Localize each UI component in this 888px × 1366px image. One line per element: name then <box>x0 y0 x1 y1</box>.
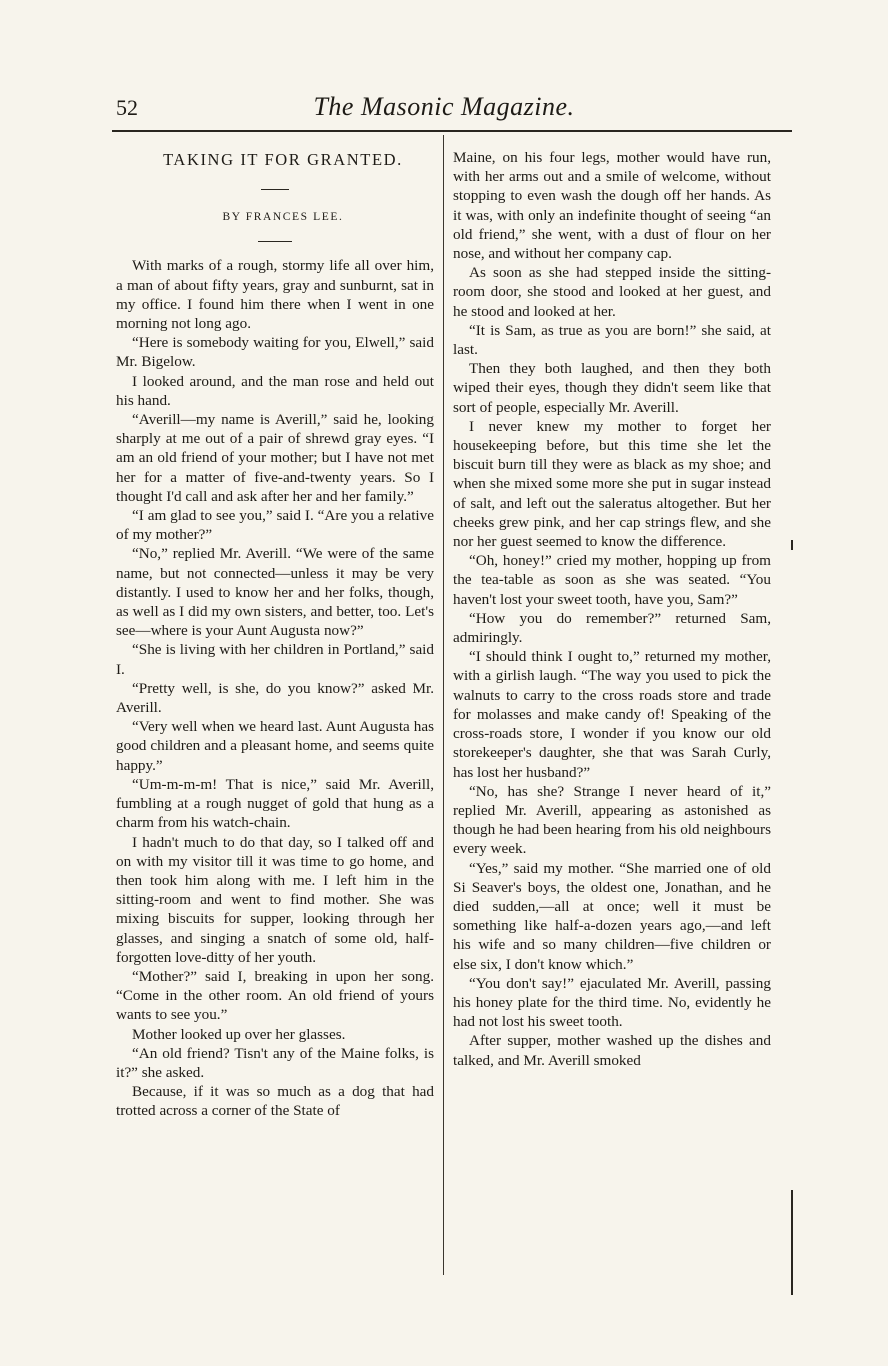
margin-mark <box>791 540 793 550</box>
margin-mark <box>791 1190 793 1295</box>
running-head: The Masonic Magazine. <box>313 92 575 121</box>
paragraph: “It is Sam, as true as you are born!” she said, at last. <box>453 321 771 359</box>
paragraph: “Averill—my name is Averill,” said he, looking sharply at me out of a pair of shrewd gray eyes. “I am an old friend of your mother; but I have not met her for a matter of five-and-twenty years. So I thought I'd call and ask after her and her family.” <box>116 411 434 505</box>
paragraph: “Um-m-m-m! That is nice,” said Mr. Averill, fumbling at a rough nugget of gold that hung as a charm from his watch-chain. <box>116 775 434 832</box>
right-column <box>453 148 771 1070</box>
paragraph: “Here is somebody waiting for you, Elwell,” said Mr. Bigelow. <box>116 334 434 371</box>
paragraph: I never knew my mother to forget her housekeeping before, but this time she let the biscuit burn till they were as black as my shoe; and when she mixed some more she put in sugar instead of salt, and left out the saleratus altogether. But her cheeks grew pink, and her cap strings flew, and she nor her guest seemed to know the difference. <box>453 417 771 551</box>
paragraph: After supper, mother washed up the dishes and talked, and Mr. Averill smoked <box>453 1032 771 1069</box>
title-rule <box>261 189 289 190</box>
paragraph: “No,” replied Mr. Averill. “We were of the same name, but not connected—unless it may be very distantly. I used to know her and her folks, though, as well as I did my own sisters, and better, too. Let's see—where is your Aunt Augusta now?” <box>116 545 434 640</box>
paragraph: I looked around, and the man rose and held out his hand. <box>116 372 434 409</box>
column-divider <box>443 135 444 1275</box>
paragraph: “I should think I ought to,” returned my mother, with a girlish laugh. “The way you used to pick the walnuts to carry to the cross roads store and trade for molasses and make candy of! Speaking of the cross-roads store, I wonder if you know our old storekeeper's daughter, she that was Sarah Curly, has lost her husband?” <box>453 648 771 781</box>
paragraph: “Pretty well, is she, do you know?” asked Mr. Averill. <box>116 679 434 717</box>
paragraph: I hadn't much to do that day, so I talked off and on with my visitor till it was time to go home, and then took him along with me. I left him in the sitting-room and went to find mother. She was mixing biscuits for supper, looking through her glasses, and singing a snatch of some old, half-forgotten love-ditty of her youth. <box>116 833 434 966</box>
page-number: 52 <box>116 95 138 120</box>
paragraph: “You don't say!” ejaculated Mr. Averill, passing his honey plate for the third time. No, evidently he had not lost his sweet tooth. <box>453 974 771 1031</box>
paragraph: “Mother?” said I, breaking in upon her song. “Come in the other room. An old friend of yours wants to see you.” <box>116 967 434 1024</box>
paragraph: Maine, on his four legs, mother would have run, with her arms out and a smile of welcome, without stopping to even wash the dough off her hands. As it was, with only an indefinite thought of seeing “an old friend,” she went, with a dust of flour on her nose, and without her company cap. <box>453 149 771 263</box>
paragraph: “Very well when we heard last. Aunt Augusta has good children and a pleasant home, and seems quite happy.” <box>116 718 434 774</box>
paragraph: “Oh, honey!” cried my mother, hopping up from the tea-table as soon as she was seated. “You haven't lost your sweet tooth, have you, Sam?” <box>453 552 771 608</box>
left-column <box>116 150 434 1121</box>
paragraph: With marks of a rough, stormy life all over him, a man of about fifty years, gray and sunburnt, sat in my office. I found him there when I went in one morning not long ago. <box>116 257 434 333</box>
paragraph: Because, if it was so much as a dog that had trotted across a corner of the State of <box>116 1083 434 1120</box>
paragraph: “How you do remember?” returned Sam, admiringly. <box>453 609 771 647</box>
paragraph: “I am glad to see you,” said I. “Are you a relative of my mother?” <box>116 507 434 544</box>
paragraph: “She is living with her children in Portland,” said I. <box>116 641 434 678</box>
paragraph: “No, has she? Strange I never heard of it,” replied Mr. Averill, appearing as astonished as though he had been hearing from his old neighbours every week. <box>453 782 771 858</box>
paragraph: Mother looked up over her glasses. <box>132 1025 346 1043</box>
paragraph: Then they both laughed, and then they both wiped their eyes, though they didn't seem like that sort of people, especially Mr. Averill. <box>453 360 771 416</box>
byline-rule <box>258 241 292 242</box>
paragraph: As soon as she had stepped inside the sitting-room door, she stood and looked at her guest, and he stood and looked at her. <box>453 264 771 320</box>
paragraph: “An old friend? Tisn't any of the Maine folks, is it?” she asked. <box>116 1044 434 1081</box>
article-title: TAKING IT FOR GRANTED. <box>163 150 403 169</box>
byline: BY FRANCES LEE. <box>222 211 344 224</box>
paragraph: “Yes,” said my mother. “She married one of old Si Seaver's boys, the oldest one, Jonathan, and he died sudden,—all at once; well it must be something like half-a-dozen years ago,—and left his wife and so many children—five children or else six, I don't know which.” <box>453 859 771 973</box>
header-rule <box>112 130 792 132</box>
